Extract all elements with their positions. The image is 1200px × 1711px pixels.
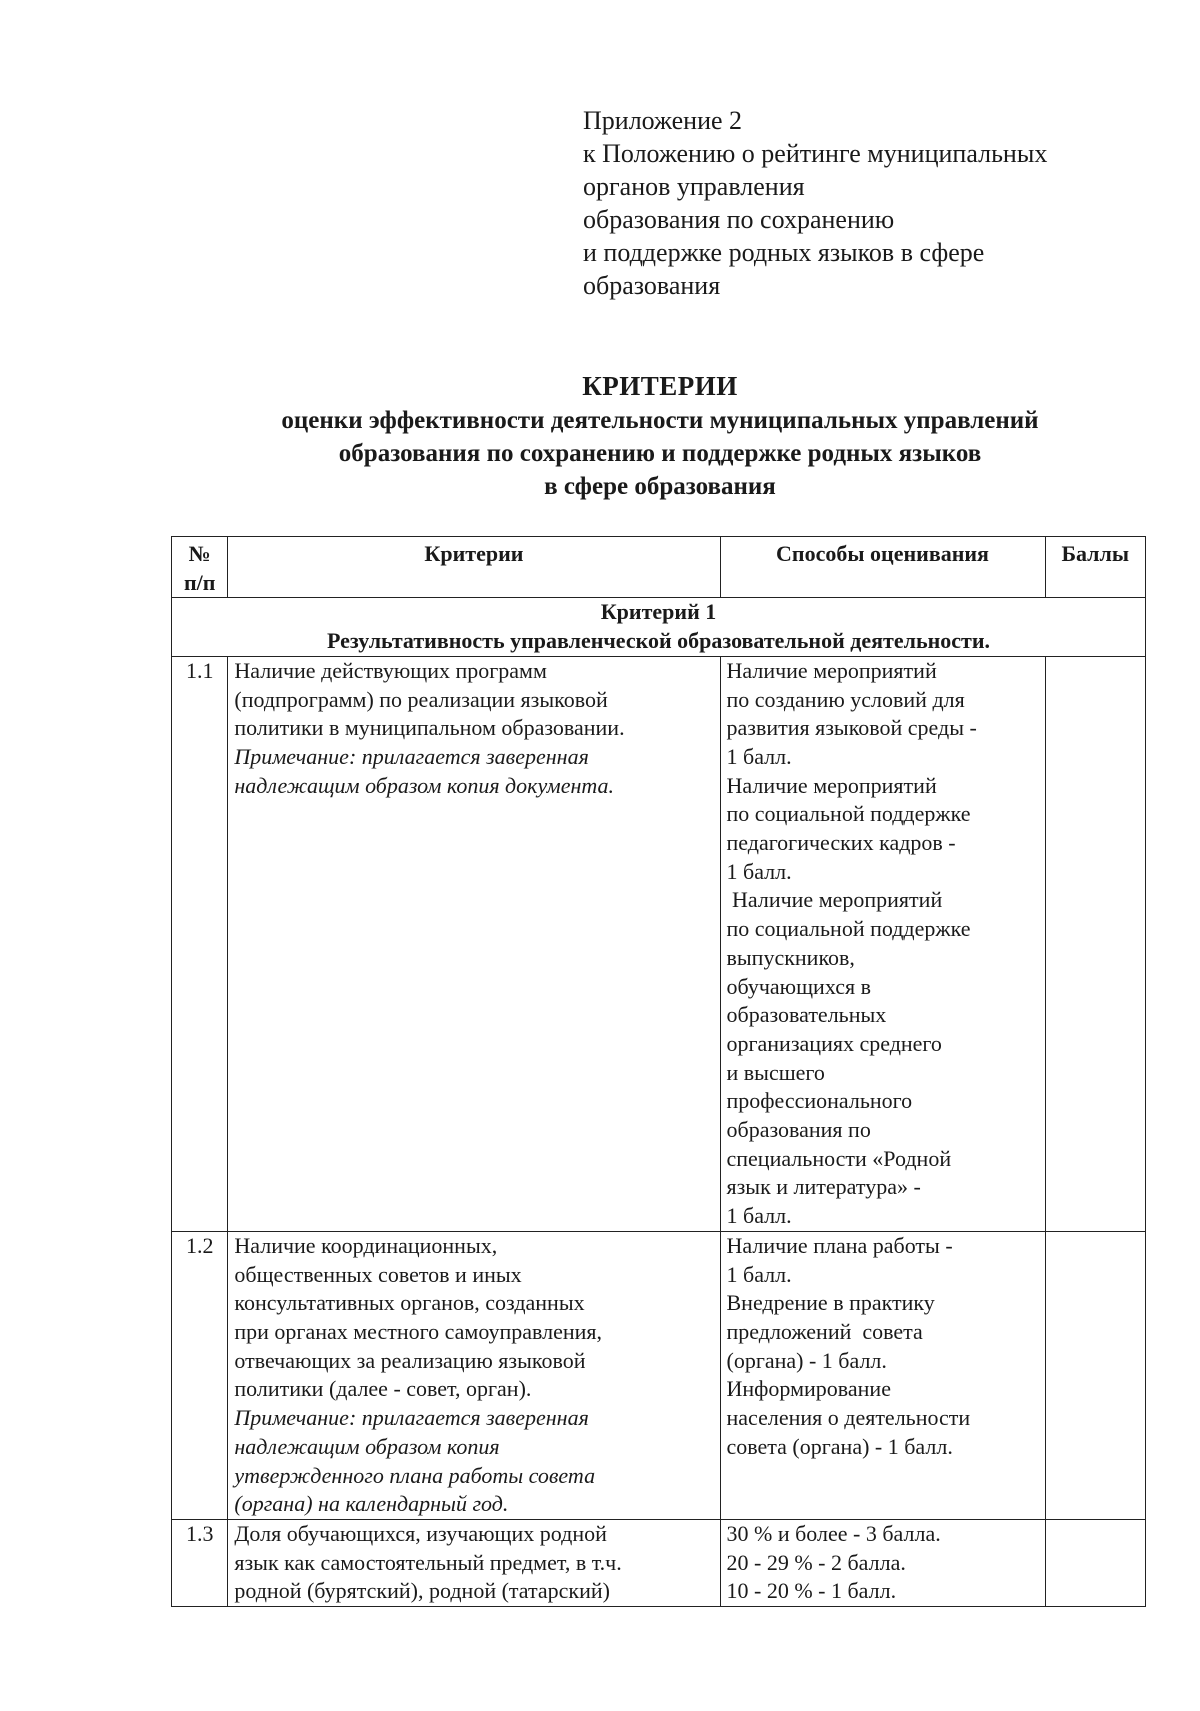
method-line: (органа) - 1 балл. [726,1347,887,1373]
header-criteria: Критерии [228,537,720,598]
criteria-line: Доля обучающихся, изучающих родной [234,1520,607,1546]
criteria-line: Наличие действующих программ [234,657,547,683]
method-line: по социальной поддержке [726,916,971,942]
header-points: Баллы [1045,537,1146,598]
criteria-line: политики в муниципальном образовании. [234,715,625,741]
criteria-cell [228,656,720,1231]
method-line: 20 - 29 % - 2 балла. [726,1549,906,1575]
criteria-cell [228,1519,720,1606]
method-line: язык и литература» - [726,1174,921,1200]
method-line: специальности «Родной [726,1145,952,1171]
criteria-cell [228,1231,720,1519]
appendix-line: образования по сохранению [583,205,895,234]
method-cell [720,656,1045,1231]
method-line: по социальной поддержке [726,801,971,827]
method-line: Наличие мероприятий [726,772,937,798]
title-sub-line: в сфере образования [544,473,776,500]
criteria-line: при органах местного самоуправления, [234,1318,603,1344]
table-row [172,656,1146,1231]
header-num-line2: п/п [183,569,216,595]
method-line: 1 балл. [726,1203,792,1229]
document-title [160,368,1160,503]
method-line: образовательных [726,1002,887,1028]
criteria-line: (подпрограмм) по реализации языковой [234,686,608,712]
header-num-line1: № [188,541,211,566]
method-line: Наличие мероприятий [726,887,943,913]
appendix-line: органов управления [583,172,805,201]
criteria-line: консультативных органов, созданных [234,1290,585,1316]
criteria-line: общественных советов и иных [234,1261,522,1287]
criteria-line: Наличие координационных, [234,1232,498,1258]
method-line: развития языковой среды - [726,715,977,741]
method-line: Наличие мероприятий [726,657,937,683]
points-cell [1045,656,1146,1231]
row-number: 1.2 [172,1231,228,1519]
method-line: совета (органа) - 1 балл. [726,1433,953,1459]
method-line: Наличие плана работы - [726,1232,953,1258]
points-cell [1045,1519,1146,1606]
method-line: 30 % и более - 3 балла. [726,1520,941,1546]
section-cell [172,598,1146,656]
criteria-line: отвечающих за реализацию языковой [234,1347,586,1373]
appendix-line: Приложение 2 [583,106,743,135]
section-row [172,598,1146,656]
row-number: 1.3 [172,1519,228,1606]
header-num [172,537,228,598]
criteria-table [171,536,1146,1607]
appendix-header [583,104,1047,302]
method-line: предложений совета [726,1318,923,1344]
note-line: надлежащим образом копия документа. [234,772,615,798]
table-row [172,1519,1146,1606]
method-line: выпускников, [726,944,855,970]
points-cell [1045,1231,1146,1519]
note-line: надлежащим образом копия [234,1433,500,1459]
section-title: Критерий 1 [600,599,717,625]
method-line: образования по [726,1117,871,1143]
note-line: Примечание: прилагается заверенная [234,743,589,769]
method-cell [720,1231,1045,1519]
criteria-line: язык как самостоятельный предмет, в т.ч. [234,1549,622,1575]
title-main: КРИТЕРИИ [582,371,738,401]
section-subtitle: Результативность управленческой образовательной деятельности. [326,628,991,654]
method-line: и высшего [726,1059,825,1085]
method-line: Информирование [726,1376,891,1402]
method-line: 1 балл. [726,858,792,884]
method-cell [720,1519,1045,1606]
method-line: обучающихся в [726,973,871,999]
method-line: Внедрение в практику [726,1290,935,1316]
table-header-row [172,537,1146,598]
appendix-line: и поддержке родных языков в сфере [583,238,985,267]
note-line: (органа) на календарный год. [234,1491,509,1517]
title-sub-line: оценки эффективности деятельности муниципальных управлений [281,407,1039,434]
table-row [172,1231,1146,1519]
method-line: 1 балл. [726,1261,792,1287]
method-line: педагогических кадров - [726,830,956,856]
method-line: населения о деятельности [726,1405,971,1431]
note-line: утвержденного плана работы совета [234,1462,596,1488]
criteria-line: политики (далее - совет, орган). [234,1376,532,1402]
appendix-line: образования [583,271,721,300]
method-line: 10 - 20 % - 1 балл. [726,1578,897,1604]
appendix-line: к Положению о рейтинге муниципальных [583,139,1048,168]
method-line: организациях среднего [726,1030,942,1056]
header-methods: Способы оценивания [720,537,1045,598]
criteria-line: родной (бурятский), родной (татарский) [234,1578,610,1604]
row-number: 1.1 [172,656,228,1231]
method-line: профессионального [726,1088,913,1114]
note-line: Примечание: прилагается заверенная [234,1405,589,1431]
method-line: по созданию условий для [726,686,965,712]
title-sub-line: образования по сохранению и поддержке родных языков [338,440,982,467]
method-line: 1 балл. [726,743,792,769]
